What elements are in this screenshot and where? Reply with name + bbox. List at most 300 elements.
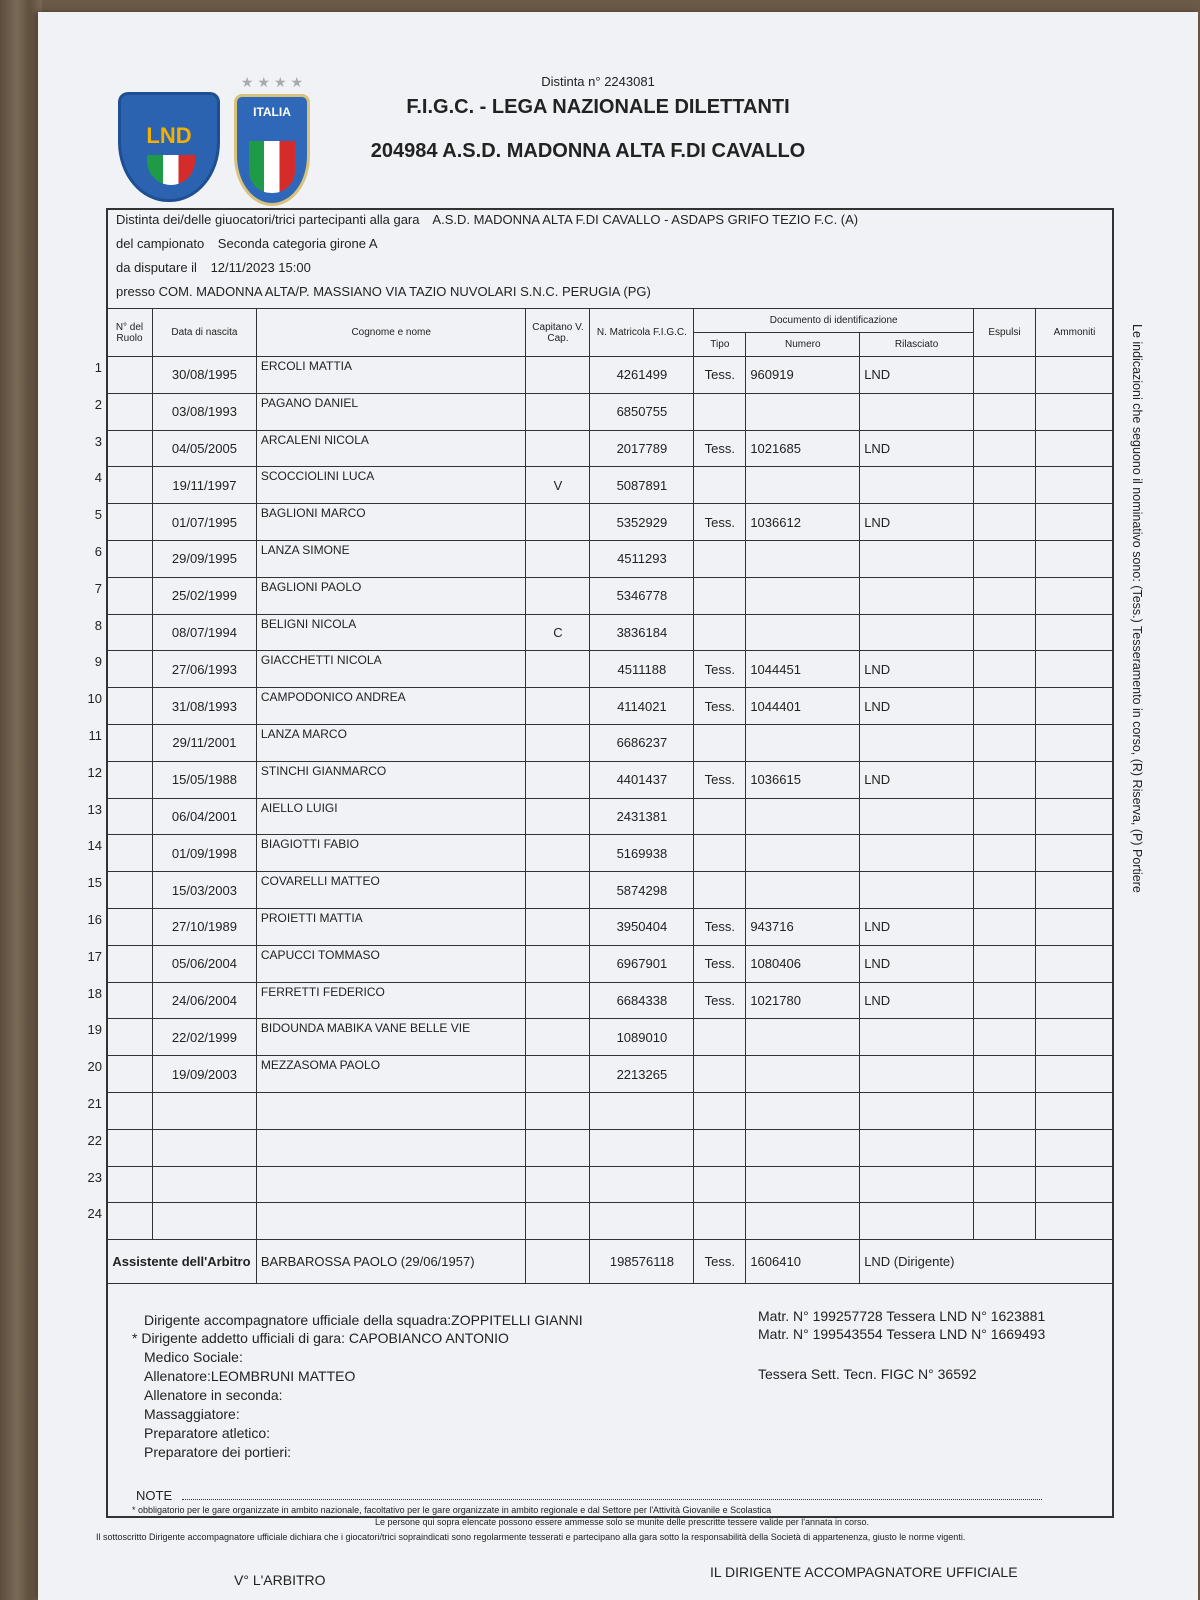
doc-type [694, 393, 746, 430]
captain-mark: C [526, 614, 590, 651]
ammoniti-cell [1035, 614, 1113, 651]
doc-issuer: LND [860, 357, 974, 394]
ammoniti-cell [1035, 1092, 1113, 1129]
doc-number: 1036615 [746, 761, 860, 798]
role-cell [107, 1129, 153, 1166]
espulsi-cell [974, 1092, 1036, 1129]
note-label: NOTE [136, 1488, 1042, 1503]
row-number: 19 [87, 1022, 102, 1038]
doc-type [694, 540, 746, 577]
doc-issuer [860, 1203, 974, 1240]
ammoniti-cell [1035, 1203, 1113, 1240]
federation-title: F.I.G.C. - LEGA NAZIONALE DILETTANTI [406, 96, 790, 118]
role-cell [107, 540, 153, 577]
birth-date: 04/05/2005 [152, 430, 256, 467]
matricola: 3836184 [590, 614, 694, 651]
doc-type [694, 1203, 746, 1240]
captain-mark [526, 577, 590, 614]
row-number: 22 [87, 1132, 102, 1148]
matricola: 4261499 [590, 357, 694, 394]
note-asterisk: * obbligatorio per le gare organizzate in ambito nazionale, facoltativo per le gare organizzate in ambito regionale e dal Settore per l'Attività Giovanile e Scolastica [132, 1505, 772, 1515]
ammoniti-cell [1035, 724, 1113, 761]
player-name: BIDOUNDA MABIKA VANE BELLE VIE [256, 1019, 526, 1056]
doc-number [746, 798, 860, 835]
doc-type: Tess. [694, 651, 746, 688]
italian-flag-icon [147, 155, 195, 185]
row-number: 13 [87, 801, 102, 817]
doc-issuer [860, 1166, 974, 1203]
captain-mark [526, 1019, 590, 1056]
ammoniti-cell [1035, 761, 1113, 798]
doc-type: Tess. [694, 504, 746, 541]
doc-type [694, 1092, 746, 1129]
staff-dirigente: Dirigente accompagnatore ufficiale della squadra:ZOPPITELLI GIANNI [144, 1312, 583, 1328]
doc-type [694, 614, 746, 651]
player-row [107, 430, 1114, 467]
player-row [107, 467, 1114, 504]
espulsi-cell [974, 982, 1036, 1019]
row-number: 5 [94, 507, 102, 523]
birth-date: 01/09/1998 [152, 835, 256, 872]
assistant-label: Assistente dell'Arbitro [107, 1240, 257, 1284]
ammoniti-cell [1035, 651, 1113, 688]
row-number: 8 [94, 617, 102, 633]
captain-mark [526, 982, 590, 1019]
role-cell [107, 393, 153, 430]
row-number: 24 [87, 1206, 102, 1222]
captain-mark [526, 1129, 590, 1166]
birth-date: 31/08/1993 [152, 688, 256, 725]
role-cell [107, 982, 153, 1019]
staff-allenatore2: Allenatore in seconda: [144, 1387, 283, 1403]
staff-tessera: Tessera Sett. Tecn. FIGC N° 36592 [758, 1366, 977, 1382]
ammoniti-cell [1035, 835, 1113, 872]
side-note: Le indicazioni che seguono il nominativo sono: (Tess.) Tesseramento in corso, (R) Riserva, (P) Portiere [1130, 324, 1144, 893]
doc-type [694, 1019, 746, 1056]
player-row [107, 504, 1114, 541]
ammoniti-cell [1035, 1129, 1113, 1166]
assistant-numero: 1606410 [746, 1240, 860, 1284]
player-row [107, 872, 1114, 909]
ammoniti-cell [1035, 393, 1113, 430]
captain-mark [526, 872, 590, 909]
matricola: 3950404 [590, 908, 694, 945]
doc-type: Tess. [694, 357, 746, 394]
espulsi-cell [974, 761, 1036, 798]
player-row [107, 614, 1114, 651]
ammoniti-cell [1035, 577, 1113, 614]
role-cell [107, 945, 153, 982]
player-name: LANZA SIMONE [256, 540, 526, 577]
staff-massaggiatore: Massaggiatore: [144, 1406, 240, 1422]
birth-date: 19/09/2003 [152, 1056, 256, 1093]
doc-issuer [860, 467, 974, 504]
lnd-logo-text: LND [146, 123, 192, 148]
doc-number [746, 1056, 860, 1093]
captain-mark [526, 651, 590, 688]
lnd-logo [118, 92, 220, 202]
ammoniti-cell [1035, 467, 1113, 504]
doc-issuer [860, 1129, 974, 1166]
row-number: 4 [94, 470, 102, 486]
team-sheet [38, 12, 1198, 1600]
assistant-matricola: 198576118 [590, 1240, 694, 1284]
doc-type: Tess. [694, 982, 746, 1019]
distinta-number: Distinta n° 2243081 [541, 74, 655, 89]
doc-number [746, 467, 860, 504]
espulsi-cell [974, 357, 1036, 394]
matricola [590, 1166, 694, 1203]
player-row [107, 945, 1114, 982]
doc-number [746, 614, 860, 651]
role-cell [107, 577, 153, 614]
assistant-rilasciato: LND (Dirigente) [860, 1240, 1114, 1284]
matricola [590, 1203, 694, 1240]
col-rilasciato: Rilasciato [860, 333, 974, 357]
player-row [107, 1092, 1114, 1129]
player-name: LANZA MARCO [256, 724, 526, 761]
dirigente-signature-label: IL DIRIGENTE ACCOMPAGNATORE UFFICIALE [710, 1564, 1018, 1580]
player-row [107, 540, 1114, 577]
col-nome: Cognome e nome [256, 309, 526, 357]
row-number: 2 [94, 396, 102, 412]
role-cell [107, 1092, 153, 1129]
role-cell [107, 724, 153, 761]
player-name: BAGLIONI PAOLO [256, 577, 526, 614]
player-name: FERRETTI FEDERICO [256, 982, 526, 1019]
role-cell [107, 357, 153, 394]
doc-issuer: LND [860, 982, 974, 1019]
row-number: 11 [88, 728, 102, 743]
row-number: 7 [94, 580, 102, 596]
col-numero: Numero [746, 333, 860, 357]
ammoniti-cell [1035, 945, 1113, 982]
doc-type: Tess. [694, 688, 746, 725]
matricola: 4401437 [590, 761, 694, 798]
captain-mark [526, 1092, 590, 1129]
role-cell [107, 798, 153, 835]
match-line-4: presso COM. MADONNA ALTA/P. MASSIANO VIA TAZIO NUVOLARI S.N.C. PERUGIA (PG) [116, 284, 651, 299]
captain-mark [526, 724, 590, 761]
player-row [107, 393, 1114, 430]
match-line-1: Distinta dei/delle giuocatori/trici partecipanti alla gara A.S.D. MADONNA ALTA F.DI CAVALLO - ASDAPS GRIFO TEZIO F.C. (A) [116, 212, 859, 227]
birth-date: 15/03/2003 [152, 872, 256, 909]
doc-number [746, 1092, 860, 1129]
row-number: 17 [87, 948, 102, 964]
doc-type: Tess. [694, 908, 746, 945]
captain-mark [526, 504, 590, 541]
player-name: AIELLO LUIGI [256, 798, 526, 835]
birth-date [152, 1092, 256, 1129]
doc-number [746, 1129, 860, 1166]
birth-date: 05/06/2004 [152, 945, 256, 982]
espulsi-cell [974, 1056, 1036, 1093]
doc-issuer: LND [860, 688, 974, 725]
doc-number: 1044451 [746, 651, 860, 688]
doc-issuer [860, 577, 974, 614]
player-name: CAMPODONICO ANDREA [256, 688, 526, 725]
captain-mark [526, 761, 590, 798]
ammoniti-cell [1035, 872, 1113, 909]
espulsi-cell [974, 724, 1036, 761]
matricola: 6684338 [590, 982, 694, 1019]
matricola: 6686237 [590, 724, 694, 761]
row-number: 16 [87, 912, 102, 927]
captain-mark [526, 1166, 590, 1203]
player-row [107, 1056, 1114, 1093]
doc-issuer: LND [860, 430, 974, 467]
birth-date: 06/04/2001 [152, 798, 256, 835]
doc-type [694, 798, 746, 835]
captain-mark [526, 835, 590, 872]
captain-mark [526, 540, 590, 577]
assistant-tipo: Tess. [694, 1240, 746, 1284]
doc-type [694, 1056, 746, 1093]
role-cell [107, 1056, 153, 1093]
doc-type [694, 872, 746, 909]
staff-medico: Medico Sociale: [144, 1349, 243, 1365]
note-sottoscritto: Il sottoscritto Dirigente accompagnatore ufficiale dichiara che i giocatori/trici sopraindicati sono regolarmente tesserati e partecipano alla gara sotto la responsabilità della Società di appartenenza, giusto le norme vigenti. [96, 1532, 966, 1542]
birth-date: 03/08/1993 [152, 393, 256, 430]
doc-issuer: LND [860, 908, 974, 945]
matricola: 5874298 [590, 872, 694, 909]
matricola: 5087891 [590, 467, 694, 504]
staff-portieri: Preparatore dei portieri: [144, 1444, 292, 1460]
doc-issuer [860, 724, 974, 761]
captain-mark [526, 1056, 590, 1093]
player-row [107, 798, 1114, 835]
espulsi-cell [974, 1203, 1036, 1240]
row-number: 14 [87, 838, 102, 854]
role-cell [107, 467, 153, 504]
doc-issuer [860, 540, 974, 577]
matricola [590, 1092, 694, 1129]
birth-date: 15/05/1988 [152, 761, 256, 798]
birth-date: 01/07/1995 [152, 504, 256, 541]
assistant-name: BARBAROSSA PAOLO (29/06/1957) [256, 1240, 526, 1284]
birth-date: 25/02/1999 [152, 577, 256, 614]
captain-mark [526, 945, 590, 982]
player-name [256, 1203, 526, 1240]
role-cell [107, 651, 153, 688]
staff-matr2: Matr. N° 199543554 Tessera LND N° 1669493 [758, 1326, 1046, 1342]
captain-mark [526, 430, 590, 467]
doc-number [746, 540, 860, 577]
captain-mark [526, 393, 590, 430]
doc-number: 1036612 [746, 504, 860, 541]
ammoniti-cell [1035, 1056, 1113, 1093]
match-line-2: del campionato Seconda categoria girone A [116, 236, 378, 251]
staff-allenatore: Allenatore:LEOMBRUNI MATTEO [144, 1368, 356, 1384]
row-number: 23 [87, 1169, 102, 1185]
doc-type: Tess. [694, 761, 746, 798]
player-name: BELIGNI NICOLA [256, 614, 526, 651]
role-cell [107, 872, 153, 909]
espulsi-cell [974, 1166, 1036, 1203]
row-number: 1 [94, 360, 102, 375]
player-name [256, 1166, 526, 1203]
row-number: 18 [87, 985, 102, 1001]
espulsi-cell [974, 908, 1036, 945]
doc-number [746, 872, 860, 909]
doc-number [746, 577, 860, 614]
birth-date: 19/11/1997 [152, 467, 256, 504]
col-matricola: N. Matricola F.I.G.C. [590, 309, 694, 357]
birth-date: 29/11/2001 [152, 724, 256, 761]
doc-issuer [860, 614, 974, 651]
player-name: CAPUCCI TOMMASO [256, 945, 526, 982]
row-number: 6 [94, 544, 102, 559]
ammoniti-cell [1035, 1166, 1113, 1203]
doc-type [694, 577, 746, 614]
row-number: 9 [94, 654, 102, 670]
birth-date [152, 1129, 256, 1166]
ammoniti-cell [1035, 982, 1113, 1019]
player-name: ARCALENI NICOLA [256, 430, 526, 467]
espulsi-cell [974, 798, 1036, 835]
doc-type: Tess. [694, 945, 746, 982]
birth-date: 27/06/1993 [152, 651, 256, 688]
col-ruolo: N° del Ruolo [107, 309, 153, 357]
doc-issuer: LND [860, 504, 974, 541]
role-cell [107, 504, 153, 541]
staff-preparatore: Preparatore atletico: [144, 1425, 271, 1441]
matricola: 2431381 [590, 798, 694, 835]
note-line [182, 1499, 1042, 1500]
figc-logo-text: ITALIA [253, 105, 291, 119]
birth-date: 27/10/1989 [152, 908, 256, 945]
doc-number: 943716 [746, 908, 860, 945]
player-name: COVARELLI MATTEO [256, 872, 526, 909]
matricola: 5169938 [590, 835, 694, 872]
espulsi-cell [974, 1019, 1036, 1056]
ammoniti-cell [1035, 798, 1113, 835]
espulsi-cell [974, 688, 1036, 725]
espulsi-cell [974, 540, 1036, 577]
col-ammoniti: Ammoniti [1035, 309, 1113, 357]
doc-type [694, 1166, 746, 1203]
doc-issuer [860, 835, 974, 872]
doc-type [694, 1129, 746, 1166]
doc-type [694, 467, 746, 504]
doc-number: 1021685 [746, 430, 860, 467]
espulsi-cell [974, 872, 1036, 909]
player-row [107, 835, 1114, 872]
captain-mark [526, 908, 590, 945]
doc-number: 1021780 [746, 982, 860, 1019]
row-number: 20 [87, 1059, 102, 1075]
players-table [106, 308, 1114, 1284]
matricola: 2017789 [590, 430, 694, 467]
row-number: 12 [87, 764, 102, 780]
espulsi-cell [974, 835, 1036, 872]
doc-issuer [860, 1092, 974, 1129]
wood-background [0, 0, 42, 1600]
role-cell [107, 835, 153, 872]
birth-date: 24/06/2004 [152, 982, 256, 1019]
staff-addetto: * Dirigente addetto ufficiali di gara: CAPOBIANCO ANTONIO [132, 1330, 509, 1346]
player-row [107, 688, 1114, 725]
staff-matr1: Matr. N° 199257728 Tessera LND N° 1623881 [758, 1308, 1046, 1324]
row-number: 10 [87, 691, 102, 707]
matricola: 4511188 [590, 651, 694, 688]
player-row [107, 357, 1114, 394]
player-name: BIAGIOTTI FABIO [256, 835, 526, 872]
player-name: SCOCCIOLINI LUCA [256, 467, 526, 504]
birth-date: 29/09/1995 [152, 540, 256, 577]
birth-date: 08/07/1994 [152, 614, 256, 651]
player-name: GIACCHETTI NICOLA [256, 651, 526, 688]
espulsi-cell [974, 577, 1036, 614]
ammoniti-cell [1035, 504, 1113, 541]
doc-number: 1080406 [746, 945, 860, 982]
captain-mark: V [526, 467, 590, 504]
doc-number [746, 724, 860, 761]
matricola: 6967901 [590, 945, 694, 982]
matricola [590, 1129, 694, 1166]
captain-mark [526, 1203, 590, 1240]
arbitro-signature-label: V° L'ARBITRO [234, 1572, 326, 1588]
note-persone: Le persone qui sopra elencate possono essere ammesse solo se munite delle prescritte tessere valide per l'annata in corso. [375, 1517, 869, 1527]
col-nascita: Data di nascita [152, 309, 256, 357]
row-number: 15 [87, 875, 102, 891]
row-number: 3 [94, 433, 102, 449]
col-espulsi: Espulsi [974, 309, 1036, 357]
doc-issuer [860, 1056, 974, 1093]
role-cell [107, 1019, 153, 1056]
matricola: 4511293 [590, 540, 694, 577]
match-line-3: da disputare il 12/11/2023 15:00 [116, 260, 311, 275]
espulsi-cell [974, 504, 1036, 541]
player-row [107, 1019, 1114, 1056]
player-name [256, 1092, 526, 1129]
player-name [256, 1129, 526, 1166]
player-name: PROIETTI MATTIA [256, 908, 526, 945]
player-name: ERCOLI MATTIA [256, 357, 526, 394]
doc-type [694, 724, 746, 761]
matricola: 5352929 [590, 504, 694, 541]
captain-mark [526, 688, 590, 725]
doc-number: 960919 [746, 357, 860, 394]
doc-issuer: LND [860, 945, 974, 982]
doc-number [746, 1166, 860, 1203]
role-cell [107, 430, 153, 467]
player-row [107, 724, 1114, 761]
espulsi-cell [974, 945, 1036, 982]
espulsi-cell [974, 430, 1036, 467]
espulsi-cell [974, 467, 1036, 504]
player-row [107, 1166, 1114, 1203]
matricola: 5346778 [590, 577, 694, 614]
doc-number [746, 393, 860, 430]
espulsi-cell [974, 393, 1036, 430]
ammoniti-cell [1035, 688, 1113, 725]
matricola: 1089010 [590, 1019, 694, 1056]
player-name: BAGLIONI MARCO [256, 504, 526, 541]
doc-issuer: LND [860, 651, 974, 688]
matricola: 2213265 [590, 1056, 694, 1093]
doc-type [694, 835, 746, 872]
club-title: 204984 A.S.D. MADONNA ALTA F.DI CAVALLO [370, 140, 806, 162]
doc-issuer [860, 872, 974, 909]
role-cell [107, 614, 153, 651]
player-row [107, 761, 1114, 798]
player-row [107, 1129, 1114, 1166]
role-cell [107, 1203, 153, 1240]
player-name: PAGANO DANIEL [256, 393, 526, 430]
col-capitano: Capitano V. Cap. [526, 309, 590, 357]
player-row [107, 577, 1114, 614]
